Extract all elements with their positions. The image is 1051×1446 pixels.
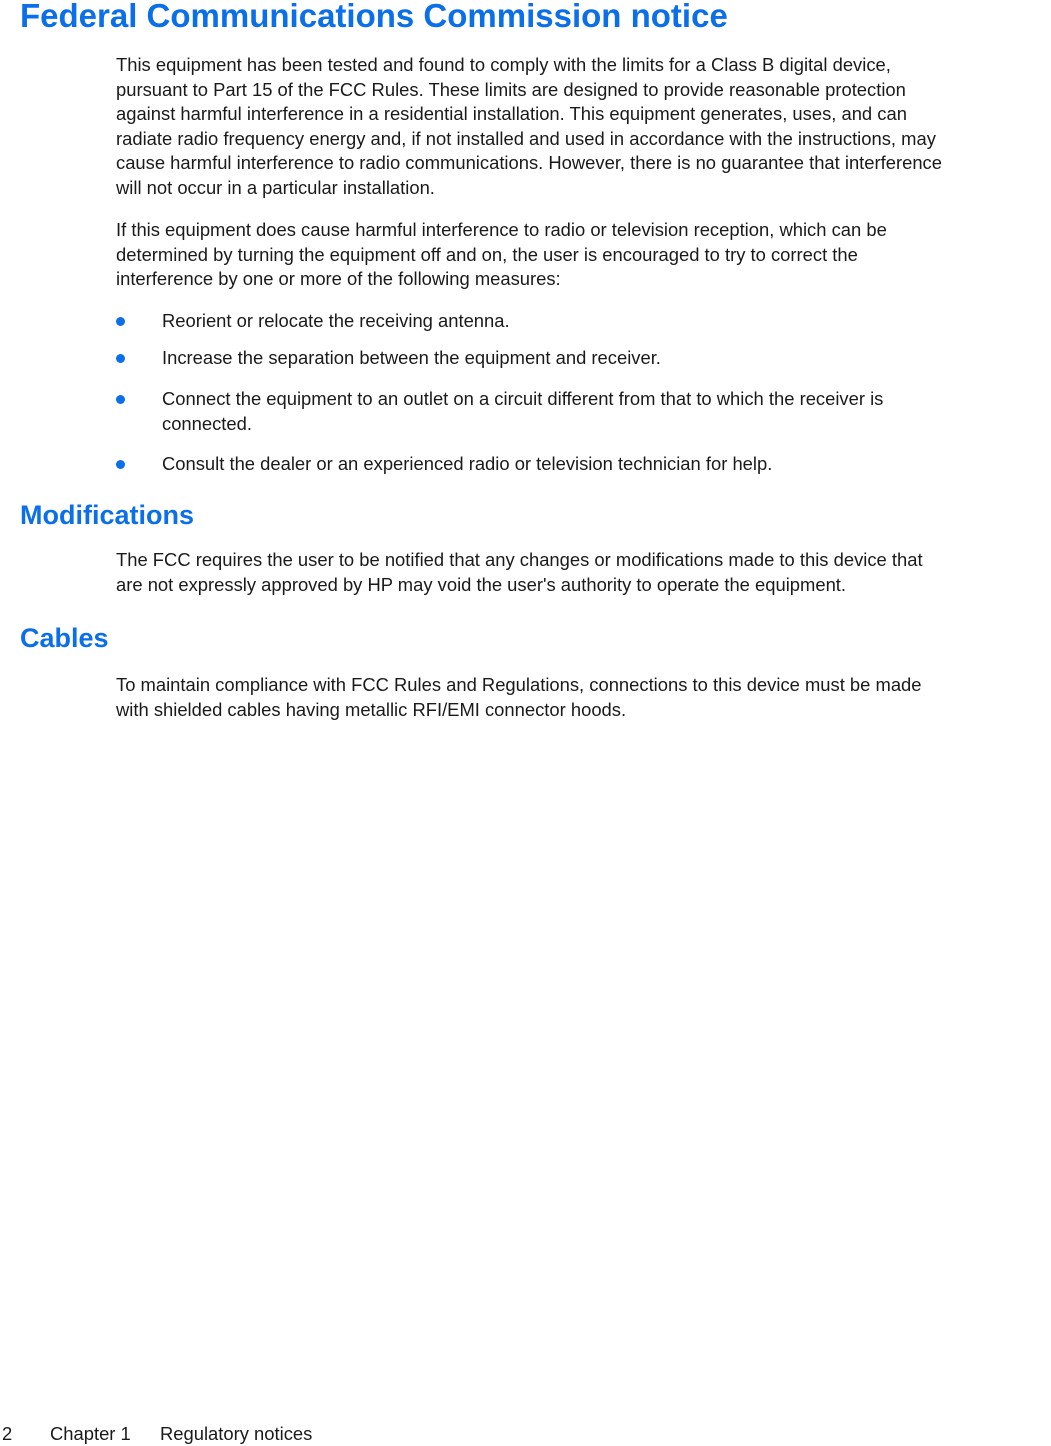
list-item-text [162, 309, 510, 334]
text-line: Connect the equipment to an outlet on a circuit different from that to which the receiver is [162, 388, 884, 409]
footer-chapter: Chapter 1 [50, 1423, 131, 1444]
text-line: connected. [162, 412, 252, 434]
text-line: Reorient or relocate the receiving antenna. [162, 310, 510, 331]
bullet-icon [116, 317, 125, 326]
text-line: Consult the dealer or an experienced radio or television technician for help. [162, 453, 773, 474]
bullet-icon [116, 395, 125, 404]
text-line: cause harmful interference to radio communications. However, there is no guarantee that interference [116, 152, 942, 174]
text-line: The FCC requires the user to be notified that any changes or modifications made to this device that [116, 549, 923, 570]
text-line: pursuant to Part 15 of the FCC Rules. These limits are designed to provide reasonable protection [116, 78, 906, 100]
text-line: To maintain compliance with FCC Rules and Regulations, connections to this device must be made [116, 674, 922, 695]
list-item-text [162, 387, 883, 436]
bullet-icon [116, 354, 125, 363]
cables-paragraph [116, 673, 1051, 722]
section-heading-cables: Cables [20, 623, 109, 653]
footer-section: Regulatory notices [160, 1423, 313, 1444]
section-heading-modifications: Modifications [20, 500, 194, 530]
text-line: interference by one or more of the following measures: [116, 268, 561, 290]
modifications-paragraph [116, 548, 1051, 597]
bullet-icon [116, 460, 125, 469]
text-line: If this equipment does cause harmful interference to radio or television reception, which can be [116, 219, 887, 240]
text-line: Increase the separation between the equipment and receiver. [162, 347, 661, 368]
text-line: determined by turning the equipment off and on, the user is encouraged to try to correct the [116, 243, 858, 265]
page-title: Federal Communications Commission notice [20, 0, 728, 34]
list-item-text [162, 346, 661, 371]
text-line: will not occur in a particular installation. [116, 176, 435, 198]
intro-paragraph-2 [116, 218, 1051, 292]
intro-paragraph-1 [116, 53, 1051, 201]
list-item-text [162, 452, 772, 477]
text-line: against harmful interference in a residential installation. This equipment generates, uses, and can [116, 103, 907, 125]
text-line: with shielded cables having metallic RFI/EMI connector hoods. [116, 698, 627, 720]
text-line: This equipment has been tested and found to comply with the limits for a Class B digital device, [116, 54, 891, 75]
text-line: radiate radio frequency energy and, if not installed and used in accordance with the instructions, may [116, 127, 936, 149]
text-line: are not expressly approved by HP may void the user's authority to operate the equipment. [116, 573, 847, 595]
page-number: 2 [2, 1423, 13, 1444]
